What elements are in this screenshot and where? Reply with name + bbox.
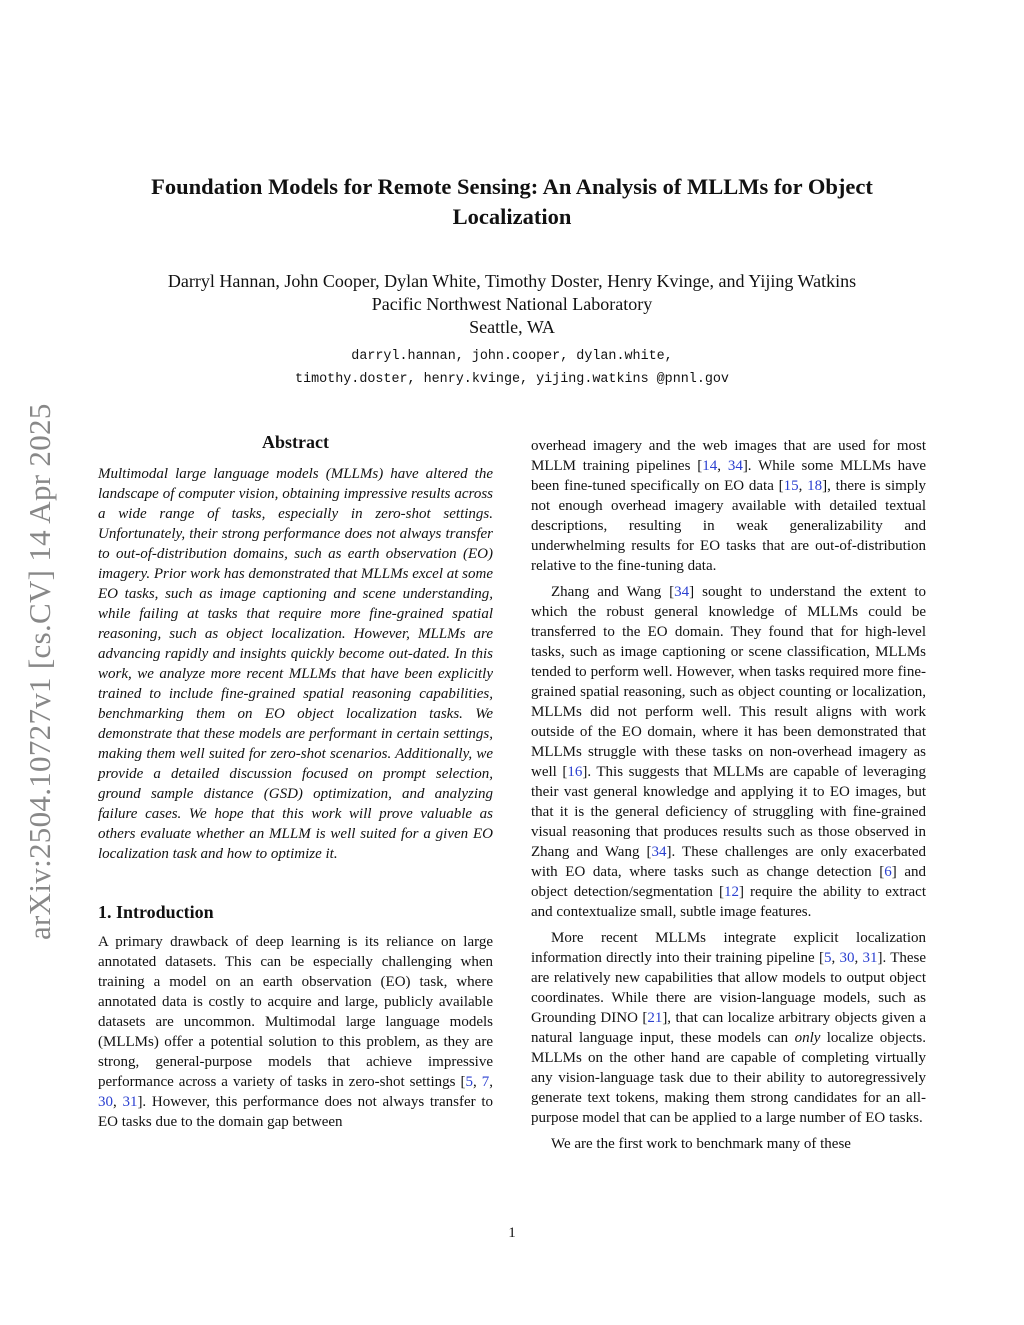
paragraph: We are the first work to benchmark many of these — [551, 1136, 851, 1152]
citation-link[interactable]: 14 — [702, 458, 718, 474]
citation-link[interactable]: 6 — [884, 864, 892, 880]
email-block — [60, 345, 964, 391]
email-line: timothy.doster, henry.kvinge, yijing.watkins @pnnl.gov — [295, 372, 729, 387]
abstract-text: Multimodal large language models (MLLMs) have altered the landscape of computer vision, obtaining impressive results across a wide range of tasks, especially in zero-shot settings. Unfortunately, their strong performance does not always transfer to out-of-distribution domains, such as earth observation (EO) imagery. Prior work has demonstrated that MLLMs excel at some EO tasks, such as image captioning and scene understanding, while failing at tasks that require more fine-grained spatial reasoning, such as object localization. However, MLLMs are advancing rapidly and insights quickly become out-dated. In this work, we analyze more recent MLLMs that have been explicitly trained to include fine-grained spatial reasoning capabilities, benchmarking them on EO object localization tasks. We demonstrate that these models are performant in certain settings, making them well suited for zero-shot scenarios. Additionally, we provide a detailed discussion focused on prompt selection, ground sample distance (GSD) optimization, and analyzing failure cases. We hope that this work will prove valuable as others evaluate whether an MLLM is well suited for a given EO localization task and how to optimize it. — [98, 466, 493, 862]
citation-link[interactable]: 5 — [823, 950, 832, 966]
citation-link[interactable]: 34 — [651, 844, 667, 860]
arxiv-identifier: arXiv:2504.10727v1 [cs.CV] 14 Apr 2025 — [22, 403, 57, 940]
introduction-body-right — [531, 436, 926, 1154]
paragraph: A primary drawback of deep learning is its reliance on large annotated datasets. This can be especially challenging when training a model on an earth observation (EO) task, where annotated data is costly to acquire and large, publicly available datasets are uncommon. Multimodal large language models (MLLMs) offer a potential solution to this problem, as they are strong, general-purpose models that achieve impressive performance across a variety of tasks in zero-shot settings [5, 7, 30, 31]. However, this performance does not always transfer to EO tasks due to the domain gap between — [98, 934, 493, 1130]
abstract-heading: Abstract — [262, 432, 329, 452]
right-column — [531, 436, 926, 1160]
citation-link[interactable]: 21 — [647, 1010, 663, 1026]
citation-link[interactable]: 5 — [465, 1074, 473, 1090]
paper-title: Foundation Models for Remote Sensing: An Analysis of MLLMs for Object Localization — [151, 174, 873, 229]
citation-link[interactable]: 31 — [122, 1094, 138, 1110]
paragraph: overhead imagery and the web images that are used for most MLLM training pipelines [14, 34]. While some MLLMs have been fine-tuned specifically on EO data [15, 18], there is simply not enough overhead imagery available with detailed textual descriptions, resulting in weak generalizability and underwhelming results for EO tasks that are out-of-distribution relative to the fine-tuning data. — [531, 438, 927, 574]
author-block — [60, 270, 964, 339]
citation-link[interactable]: 12 — [723, 884, 739, 900]
citation-link[interactable]: 34 — [674, 584, 690, 600]
paragraph: More recent MLLMs integrate explicit localization information directly into their training pipeline [5, 30, 31]. These are relatively new capabilities that allow models to output object coordinates. While there are vision-language models, such as Grounding DINO [21], that can localize arbitrary objects given a natural language input, these models can only localize objects. MLLMs on the other hand are capable of completing virtually any vision-language task due to their ability to autoregressively generate text tokens, making them strong candidates for an all-purpose model that can be applied to a large number of EO tasks. — [531, 930, 927, 1126]
citation-link[interactable]: 30 — [839, 950, 855, 966]
citation-link[interactable]: 30 — [98, 1094, 113, 1110]
paragraph: Zhang and Wang [34] sought to understand the extent to which the robust general knowledge of MLLMs could be transferred to the EO domain. They found that for high-level tasks, such as image captioning or scene classification, MLLMs tended to perform well. However, when tasks required more fine-grained spatial reasoning, such as object counting or localization, MLLMs did not perform well. This result aligns with work outside of the EO domain, where it has been demonstrated that MLLMs struggle with these tasks on non-overhead imagery as well [16]. This suggests that MLLMs are capable of leveraging their vast general knowledge and applying it to EO images, but that it is the general deficiency of struggling with fine-grained visual reasoning that produces results such as those observed in Zhang and Wang [34]. These challenges are only exacerbated with EO data, where tasks such as change detection [6] and object detection/segmentation [12] require the ability to extract and contextualize small, subtle image features. — [531, 584, 926, 920]
introduction-heading: 1. Introduction — [98, 902, 214, 922]
left-column — [98, 432, 493, 1138]
introduction-body-left — [98, 932, 493, 1132]
citation-link[interactable]: 34 — [727, 458, 743, 474]
page-number: 1 — [508, 1225, 516, 1241]
author-list: Darryl Hannan, John Cooper, Dylan White, Timothy Doster, Henry Kvinge, and Yijing Watkins — [167, 271, 857, 291]
citation-link[interactable]: 16 — [567, 764, 583, 780]
affiliation: Pacific Northwest National Laboratory — [371, 294, 653, 314]
citation-link[interactable]: 15 — [783, 478, 799, 494]
emphasis: only — [794, 1030, 821, 1046]
location: Seattle, WA — [469, 317, 555, 337]
citation-link[interactable]: 31 — [862, 950, 878, 966]
citation-link[interactable]: 7 — [481, 1074, 490, 1090]
email-line: darryl.hannan, john.cooper, dylan.white, — [351, 349, 673, 364]
citation-link[interactable]: 18 — [807, 478, 823, 494]
